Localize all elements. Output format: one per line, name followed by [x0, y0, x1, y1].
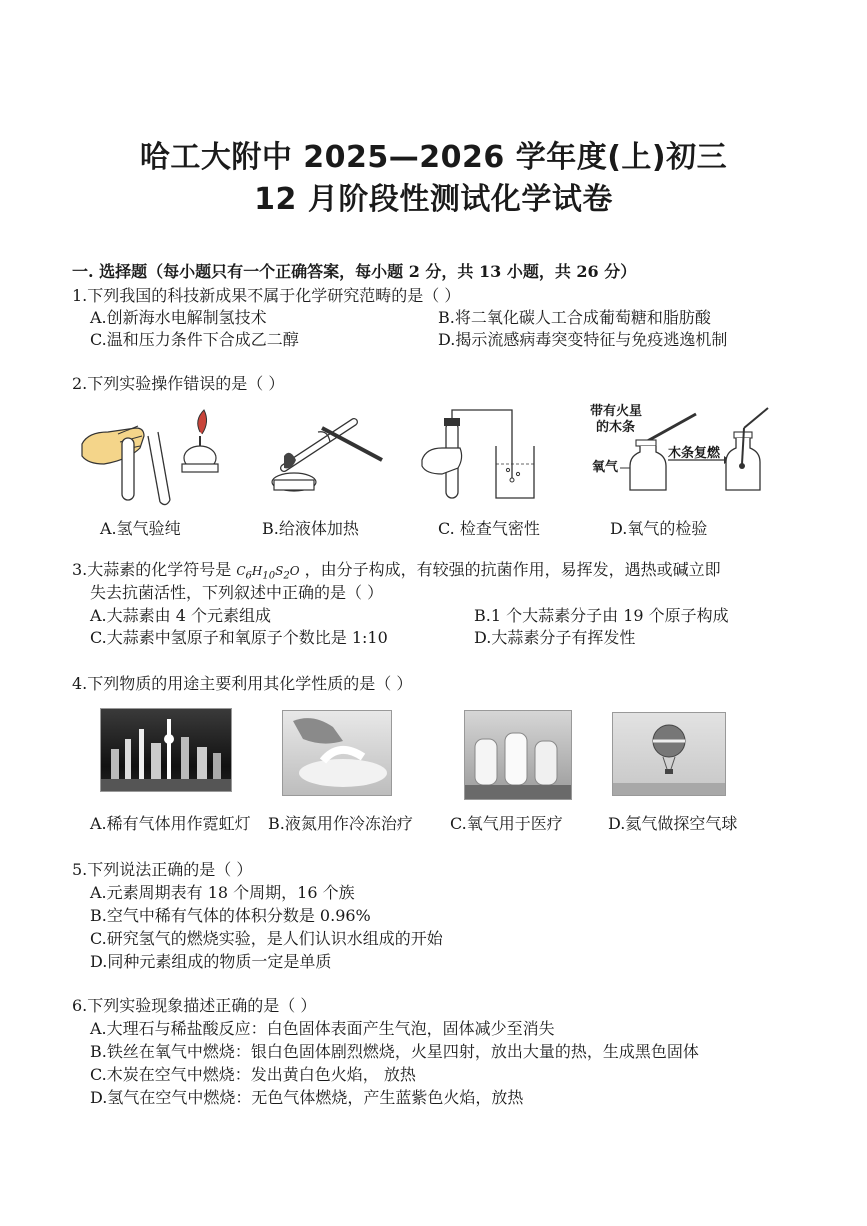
label-reignite: 木条复燃 — [668, 446, 721, 461]
q5-option-b: B.空气中稀有气体的体积分数是 0.96% — [90, 906, 371, 925]
q4-option-b: B.液氮用作冷冻治疗 — [268, 814, 413, 833]
q6-option-a: A.大理石与稀盐酸反应：白色固体表面产生气泡，固体减少至消失 — [90, 1019, 555, 1038]
q5-option-c: C.研究氢气的燃烧实验，是人们认识水组成的开始 — [90, 929, 443, 948]
q5-stem: 5.下列说法正确的是（ ） — [72, 860, 253, 879]
label-splint: 带有火星 — [590, 404, 643, 419]
neon-city-photo — [100, 708, 232, 792]
airtightness-check-figure — [420, 408, 544, 502]
q6-option-b: B.铁丝在氧气中燃烧：银白色固体剧烈燃烧，火星四射，放出大量的热，生成黑色固体 — [90, 1042, 699, 1061]
q1-stem: 1.下列我国的科技新成果不属于化学研究范畴的是（ ） — [72, 286, 461, 305]
q1-option-a: A.创新海水电解制氢技术 — [90, 308, 267, 327]
q6-option-c: C.木炭在空气中燃烧：发出黄白色火焰， 放热 — [90, 1065, 416, 1084]
section-heading: 一. 选择题（每小题只有一个正确答案，每小题 2 分，共 13 小题，共 26 分） — [72, 262, 637, 281]
q2-option-c: C. 检查气密性 — [438, 519, 540, 538]
q1-option-b: B.将二氧化碳人工合成葡萄糖和脂肪酸 — [438, 308, 711, 327]
q4-option-c: C.氧气用于医疗 — [450, 814, 563, 833]
allicin-formula: $C_6H_{10}S_2O$ — [236, 564, 300, 582]
q6-stem: 6.下列实验现象描述正确的是（ ） — [72, 996, 317, 1015]
q6-option-d: D.氢气在空气中燃烧：无色气体燃烧，产生蓝紫色火焰，放热 — [90, 1088, 524, 1107]
q3-option-d: D.大蒜素分子有挥发性 — [474, 628, 636, 647]
q3-stem-post: ，由分子构成，有较强的抗菌作用，易挥发，遇热或碱立即 — [299, 560, 721, 579]
label-splint-2: 的木条 — [596, 420, 636, 435]
q4-stem: 4.下列物质的用途主要利用其化学性质的是（ ） — [72, 674, 413, 693]
q2-stem: 2.下列实验操作错误的是（ ） — [72, 374, 285, 393]
label-oxygen: 氧气 — [592, 460, 619, 475]
q2-option-a: A.氢气验纯 — [100, 519, 181, 538]
q5-option-d: D.同种元素组成的物质一定是单质 — [90, 952, 332, 971]
q3-stem-2: 失去抗菌活性，下列叙述中正确的是（ ） — [90, 583, 384, 602]
q1-option-d: D.揭示流感病毒突变特征与免疫逃逸机制 — [438, 330, 728, 349]
q3-stem-pre: 3.大蒜素的化学符号是 — [72, 560, 237, 579]
q2-option-b: B.给液体加热 — [262, 519, 359, 538]
exam-title-line1: 哈工大附中 2025—2026 学年度(上)初三 — [139, 140, 728, 175]
liquid-nitrogen-photo — [282, 710, 392, 796]
helium-balloon-photo — [612, 712, 726, 796]
q1-option-c: C.温和压力条件下合成乙二醇 — [90, 330, 299, 349]
q4-option-d: D.氦气做探空气球 — [608, 814, 738, 833]
q3-option-c: C.大蒜素中氢原子和氧原子个数比是 1:10 — [90, 628, 388, 647]
hydrogen-purity-test-figure — [78, 408, 228, 508]
q3-option-b: B.1 个大蒜素分子由 19 个原子构成 — [474, 606, 729, 625]
oxygen-medical-photo — [464, 710, 572, 800]
exam-title-line2: 12 月阶段性测试化学试卷 — [254, 182, 613, 217]
q3-option-a: A.大蒜素由 4 个元素组成 — [90, 606, 271, 625]
heating-liquid-figure — [262, 408, 384, 494]
q4-option-a: A.稀有气体用作霓虹灯 — [90, 814, 251, 833]
q5-option-a: A.元素周期表有 18 个周期，16 个族 — [90, 883, 355, 902]
q2-option-d: D.氧气的检验 — [610, 519, 708, 538]
